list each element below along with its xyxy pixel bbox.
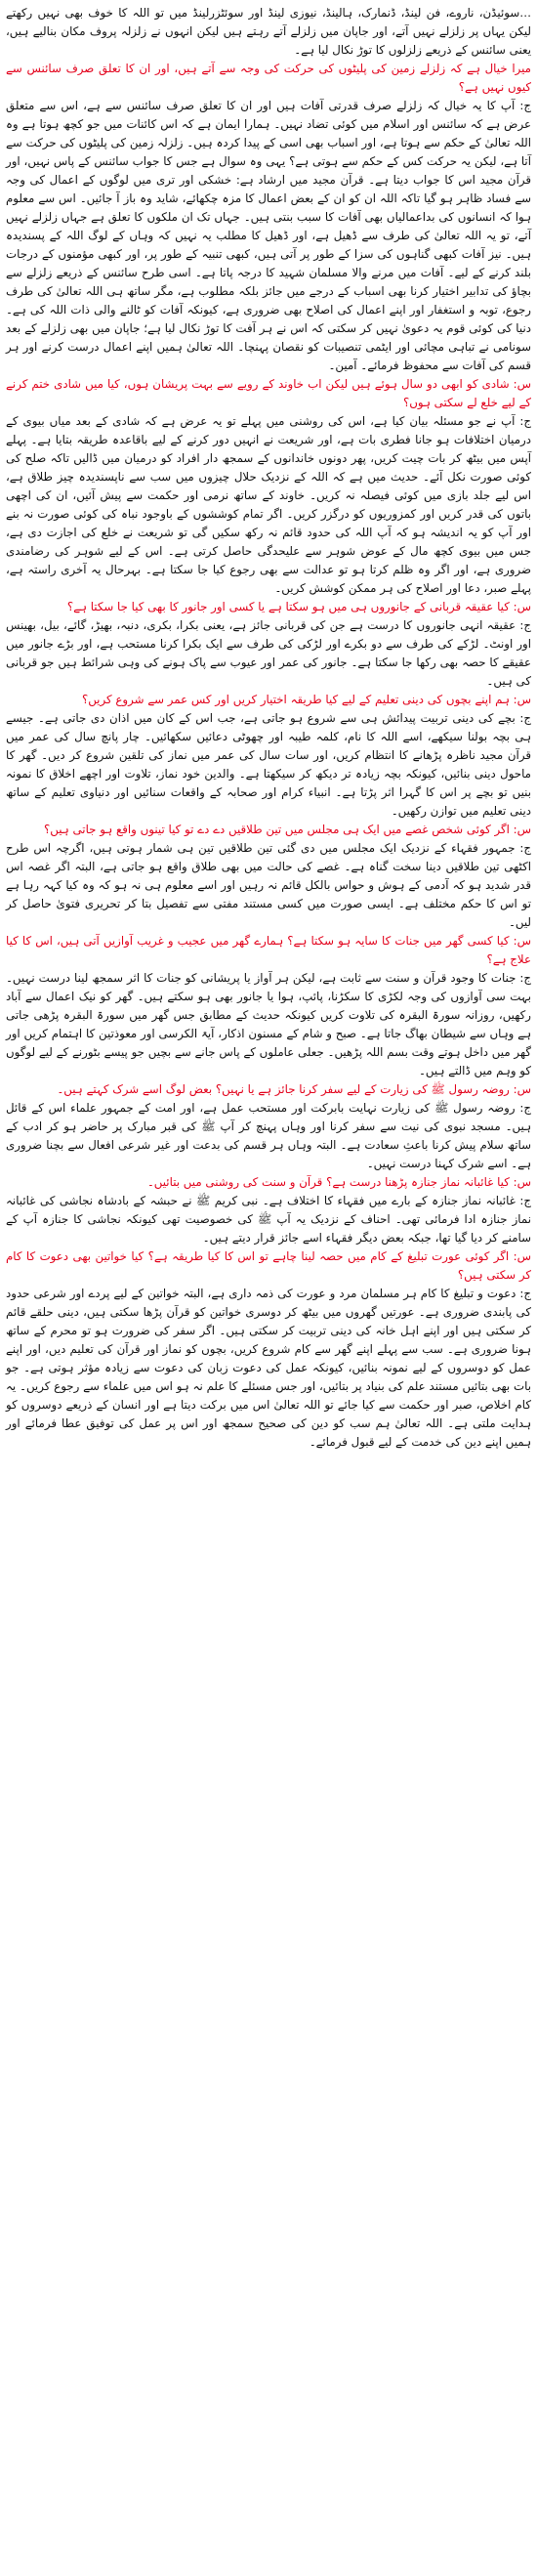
answer-paragraph: ج: جنات کا وجود قرآن و سنت سے ثابت ہے، لیکن ہر آواز یا پریشانی کو جنات کا اثر سمجھ لینا درست نہیں۔ بہت سی آوازوں کی وجہ لکڑی کا سکڑنا، پائپ، ہوا یا جانور بھی ہو سکتے ہیں۔ گھر کو نیک اعمال سے آباد رکھیں، روزانہ سورۃ البقرہ کی تلاوت کریں کیونکہ حدیث کے مطابق جس گھر میں سورۃ البقرہ پڑھی جاتی ہے وہاں سے شیطان بھاگ جاتا ہے۔ صبح و شام کے مسنون اذکار، آیۃ الکرسی اور معوذتین کا اہتمام کریں اور گھر میں داخل ہوتے وقت بسم اللہ پڑھیں۔ جعلی عاملوں کے پاس جانے سے بچیں جو پیسے بٹورنے کے لیے لوگوں کو وہم میں ڈالتے ہیں۔ — [6, 971, 531, 1077]
answer-paragraph: ج: بچے کی دینی تربیت پیدائش ہی سے شروع ہو جاتی ہے، جب اس کے کان میں اذان دی جاتی ہے۔ جیسے ہی بچہ بولنا سیکھے، اسے اللہ کا نام، کلمہ طیبہ اور چھوٹی دعائیں سکھائیں۔ چار پانچ سال کی عمر میں قرآن مجید ناظرہ پڑھانے کا انتظام کریں، اور سات سال کی عمر میں نماز کی تلقین شروع کر دیں۔ گھر کا ماحول دینی بنائیں، کیونکہ بچہ زیادہ تر دیکھ کر سیکھتا ہے۔ والدین خود نماز، تلاوت اور اچھے اخلاق کا نمونہ بنیں تو بچے پر اس کا گہرا اثر پڑتا ہے۔ انبیاء کرام اور صحابہ کے واقعات سنائیں اور دنیاوی تعلیم کے ساتھ دینی تعلیم میں توازن رکھیں۔ — [6, 711, 531, 818]
question-paragraph: س: روضہ رسول ﷺ کی زیارت کے لیے سفر کرنا جائز ہے یا نہیں؟ بعض لوگ اسے شرک کہتے ہیں۔ — [57, 1082, 531, 1096]
answer-paragraph: ج: آپ کا یہ خیال کہ زلزلے صرف قدرتی آفات ہیں اور ان کا تعلق صرف سائنس سے ہے، اس سے متعلق عرض ہے کہ سائنس اور اسلام میں کوئی تضاد نہیں۔ ہمارا ایمان ہے کہ اس کائنات میں جو کچھ ہوتا ہے وہ اللہ تعالیٰ کے حکم سے ہوتا ہے، اور اسباب بھی اسی کے پیدا کردہ ہیں۔ زلزلہ زمین کی پلیٹوں کی حرکت سے آتا ہے، لیکن یہ حرکت کس کے حکم سے ہوتی ہے؟ یہی وہ سوال ہے جس کا جواب سائنس کے پاس نہیں، اور قرآن مجید اس کا جواب دیتا ہے۔ قرآن مجید میں ارشاد ہے: خشکی اور تری میں لوگوں کے اعمال کی وجہ سے فساد ظاہر ہو گیا تاکہ اللہ ان کو ان کے بعض اعمال کا مزہ چکھائے، شاید وہ باز آ جائیں۔ اس سے معلوم ہوا کہ انسانوں کی بداعمالیاں بھی آفات کا سبب بنتی ہیں۔ جہاں تک ان ملکوں کا تعلق ہے جہاں زلزلے نہیں آتے، تو یہ اللہ تعالیٰ کی طرف سے ڈھیل ہے، اور ڈھیل کا مطلب یہ نہیں کہ وہاں کے لوگ اللہ کے پسندیدہ ہیں۔ نیز آفات کبھی گناہوں کی سزا کے طور پر آتی ہیں، کبھی تنبیہ کے طور پر، اور کبھی مؤمنوں کے درجات بلند کرنے کے لیے۔ آفات میں مرنے والا مسلمان شہید کا درجہ پاتا ہے۔ اسی طرح سائنس کے ذریعے زلزلے سے بچاؤ کی تدابیر اختیار کرنا بھی اسباب کے درجے میں جائز بلکہ مطلوب ہے، مگر ساتھ ہی اللہ تعالیٰ کی طرف رجوع، توبہ و استغفار اور اپنے اعمال کی اصلاح بھی ضروری ہے، کیونکہ آفات کو ٹالنے والی ذات اللہ کی ہے۔ دنیا کی کوئی قوم یہ دعویٰ نہیں کر سکتی کہ اس نے ہر آفت کا توڑ نکال لیا ہے؛ جاپان میں بھی زلزلے کے بعد سونامی نے تباہی مچائی اور ایٹمی تنصیبات کو نقصان پہنچا۔ اللہ تعالیٰ ہمیں اپنے اعمال درست کرنے اور ہر قسم کی آفات سے محفوظ فرمائے۔ آمین۔ — [6, 99, 531, 372]
question-paragraph: س: کیا غائبانہ نماز جنازہ پڑھنا درست ہے؟ قرآن و سنت کی روشنی میں بتائیں۔ — [146, 1175, 531, 1189]
question-paragraph: میرا خیال ہے کہ زلزلے زمین کی پلیٹوں کی حرکت کی وجہ سے آتے ہیں، اور ان کا تعلق صرف سائنس سے کیوں نہیں ہے؟ — [6, 62, 531, 94]
answer-paragraph: ج: جمہور فقہاء کے نزدیک ایک مجلس میں دی گئی تین طلاقیں تین ہی شمار ہوتی ہیں، اگرچہ اس طرح اکٹھی تین طلاقیں دینا سخت گناہ ہے۔ غصے کی حالت میں بھی طلاق واقع ہو جاتی ہے، البتہ اگر غصہ اس قدر شدید ہو کہ آدمی کے ہوش و حواس بالکل قائم نہ رہیں اور اسے معلوم ہی نہ ہو کہ وہ کیا کہہ رہا ہے تو اس کا حکم مختلف ہے۔ ایسی صورت میں کسی مستند مفتی سے تفصیل بتا کر تحریری فتویٰ حاصل کر لیں۔ — [6, 841, 531, 929]
answer-paragraph: ج: غائبانہ نماز جنازہ کے بارے میں فقہاء کا اختلاف ہے۔ نبی کریم ﷺ نے حبشہ کے بادشاہ نجاشی کی غائبانہ نماز جنازہ ادا فرمائی تھی۔ احناف کے نزدیک یہ آپ ﷺ کی خصوصیت تھی کیونکہ نجاشی کا جنازہ آپ کے سامنے کر دیا گیا تھا، جبکہ بعض دیگر فقہاء اسے جائز قرار دیتے ہیں۔ — [6, 1194, 531, 1245]
question-paragraph: س: شادی کو ابھی دو سال ہوئے ہیں لیکن اب خاوند کے رویے سے بہت پریشان ہوں، کیا میں شادی ختم کرنے کے لیے خلع لے سکتی ہوں؟ — [6, 377, 531, 409]
answer-paragraph: …سوئیڈن، ناروے، فن لینڈ، ڈنمارک، ہالینڈ، نیوزی لینڈ اور سوئٹزرلینڈ میں تو اللہ کا خوف بھی نہیں رکھتے لیکن یہاں پر زلزلے نہیں آتے، اور جاپان میں زلزلے آتے رہتے ہیں لیکن انہوں نے زلزلہ پروف مکان بنالیے ہیں، یعنی سائنس کے ذریعے زلزلوں کا توڑ نکال لیا ہے۔ — [6, 6, 531, 57]
question-paragraph: س: اگر کوئی عورت تبلیغ کے کام میں حصہ لینا چاہے تو اس کا کیا طریقہ ہے؟ کیا خواتین بھی دعوت کا کام کر سکتی ہیں؟ — [6, 1249, 531, 1282]
answer-paragraph: ج: روضہ رسول ﷺ کی زیارت نہایت بابرکت اور مستحب عمل ہے، اور امت کے جمہور علماء اس کے قائل ہیں۔ مسجد نبوی کی نیت سے سفر کرنا اور وہاں پہنچ کر آپ ﷺ کی قبر مبارک پر حاضر ہو کر ادب کے ساتھ سلام پیش کرنا باعثِ سعادت ہے۔ البتہ وہاں ہر قسم کی بدعت اور غیر شرعی افعال سے بچنا ضروری ہے۔ اسے شرک کہنا درست نہیں۔ — [6, 1101, 531, 1170]
answer-paragraph: ج: دعوت و تبلیغ کا کام ہر مسلمان مرد و عورت کی ذمہ داری ہے، البتہ خواتین کے لیے پردے اور شرعی حدود کی پابندی ضروری ہے۔ عورتیں گھروں میں بیٹھ کر دوسری خواتین کو قرآن پڑھا سکتی ہیں، دینی حلقے قائم کر سکتی ہیں اور اپنے اہل خانہ کی دینی تربیت کر سکتی ہیں۔ اگر سفر کی ضرورت ہو تو محرم کے ساتھ ہونا ضروری ہے۔ سب سے پہلے اپنے گھر سے کام شروع کریں، بچوں کو نماز اور قرآن کی تعلیم دیں، اور اپنے عمل کو دوسروں کے لیے نمونہ بنائیں، کیونکہ عمل کی دعوت زبان کی دعوت سے زیادہ مؤثر ہوتی ہے۔ جو بات بھی بتائیں مستند علم کی بنیاد پر بتائیں، اور جس مسئلے کا علم نہ ہو اس میں علماء سے رجوع کریں۔ یہ کام اخلاص، صبر اور حکمت سے کیا جائے تو اللہ تعالیٰ اس میں برکت دیتا ہے اور انسان کے ذریعے دوسروں کو ہدایت ملتی ہے۔ اللہ تعالیٰ ہم سب کو دین کی صحیح سمجھ اور اس پر عمل کی توفیق عطا فرمائے اور ہمیں اپنے دین کی خدمت کے لیے قبول فرمائے۔ — [6, 1287, 531, 1449]
question-paragraph: س: ہم اپنے بچوں کی دینی تعلیم کے لیے کیا طریقہ اختیار کریں اور کس عمر سے شروع کریں؟ — [81, 693, 531, 706]
answer-paragraph: ج: عقیقہ انہی جانوروں کا درست ہے جن کی قربانی جائز ہے، یعنی بکرا، بکری، دنبہ، بھیڑ، گائے، بیل، بھینس اور اونٹ۔ لڑکے کی طرف سے دو بکرے اور لڑکی کی طرف سے ایک بکرا کرنا مستحب ہے، اور بڑے جانور میں عقیقے کا حصہ بھی رکھا جا سکتا ہے۔ جانور کی عمر اور عیوب سے پاک ہونے کی وہی شرائط ہیں جو قربانی کی ہیں۔ — [6, 618, 531, 688]
answer-paragraph: ج: آپ نے جو مسئلہ بیان کیا ہے، اس کی روشنی میں پہلے تو یہ عرض ہے کہ شادی کے بعد میاں بیوی کے درمیان اختلافات ہو جانا فطری بات ہے، اور شریعت نے انہیں دور کرنے کے لیے باقاعدہ طریقہ بتایا ہے۔ پہلے آپس میں بیٹھ کر بات چیت کریں، پھر دونوں خاندانوں کے سمجھ دار افراد کو درمیان میں ڈالیں تاکہ صلح کی کوئی صورت نکل آئے۔ حدیث میں ہے کہ اللہ کے نزدیک حلال چیزوں میں سب سے ناپسندیدہ چیز طلاق ہے، اس لیے جلد بازی میں کوئی فیصلہ نہ کریں۔ خاوند کے ساتھ نرمی اور حکمت سے پیش آئیں، ان کی اچھی باتوں کی قدر کریں اور کمزوریوں کو درگزر کریں۔ اگر تمام کوششوں کے باوجود نباہ کی کوئی صورت نہ بنے اور آپ کو یہ اندیشہ ہو کہ آپ اللہ کی حدود قائم نہ رکھ سکیں گی تو شریعت نے خلع کی اجازت دی ہے، جس میں بیوی کچھ مال کے عوض شوہر سے علیحدگی حاصل کرتی ہے۔ اس کے لیے شوہر کی رضامندی ضروری ہے، اور اگر وہ ظلم کرتا ہو تو عدالت سے بھی رجوع کیا جا سکتا ہے۔ بہرحال یہ آخری راستہ ہے، پہلے صبر، دعا اور اصلاح کی ہر ممکن کوشش کریں۔ — [6, 414, 531, 595]
question-paragraph: س: اگر کوئی شخص غصے میں ایک ہی مجلس میں تین طلاقیں دے دے تو کیا تینوں واقع ہو جاتی ہیں؟ — [43, 823, 531, 836]
question-paragraph: س: کیا عقیقہ قربانی کے جانوروں ہی میں ہو سکتا ہے یا کسی اور جانور کا بھی کیا جا سکتا ہے؟ — [66, 600, 531, 613]
question-paragraph: س: کیا کسی گھر میں جنات کا سایہ ہو سکتا ہے؟ ہمارے گھر میں عجیب و غریب آوازیں آتی ہیں، اس کا کیا علاج ہے؟ — [6, 934, 531, 966]
